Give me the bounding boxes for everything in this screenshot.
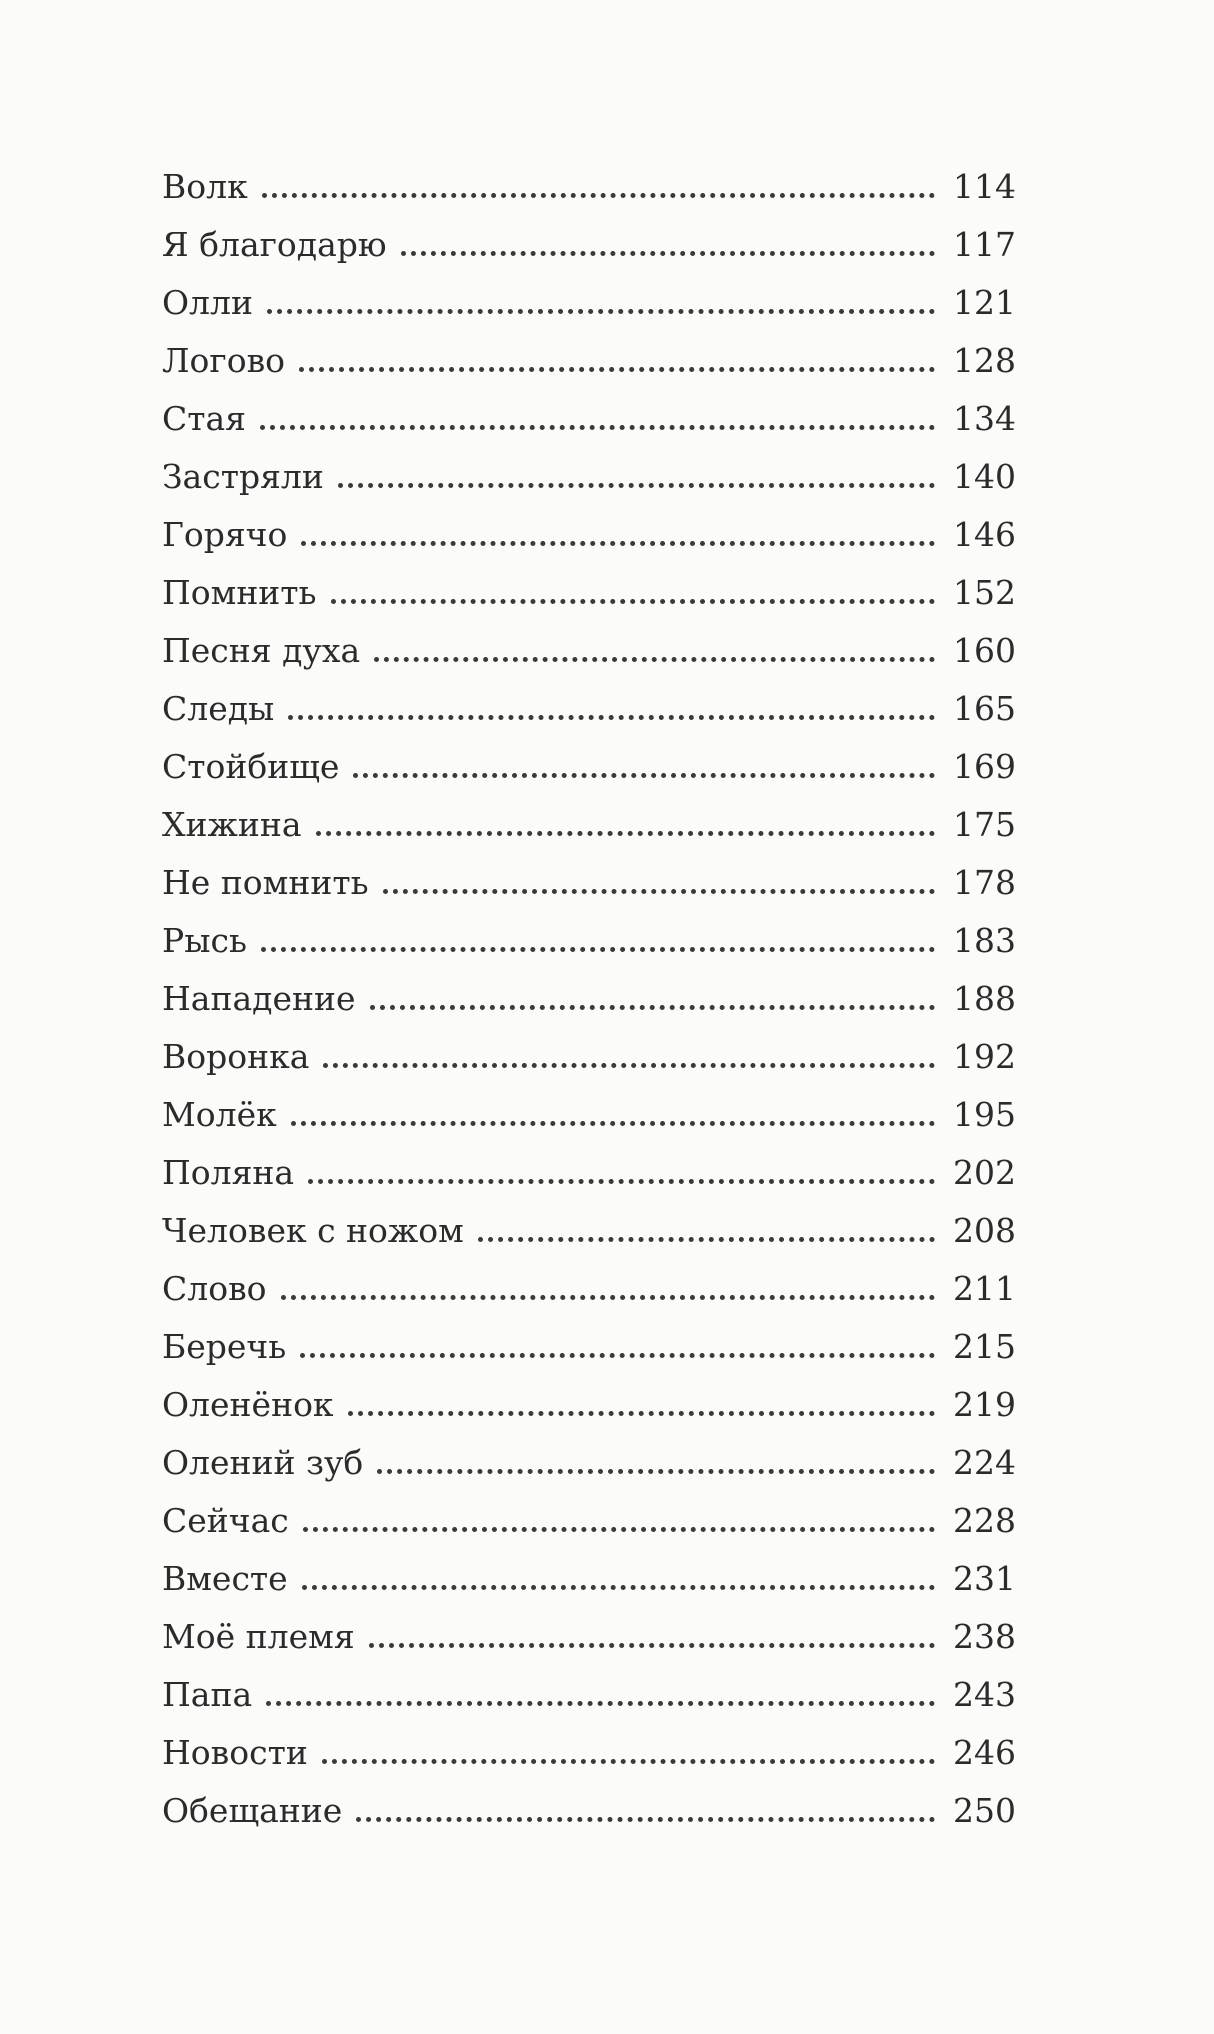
entry-title: Папа (162, 1675, 253, 1714)
entry-title: Вместе (162, 1559, 288, 1598)
dot-leader (291, 1121, 935, 1126)
entry-title: Оленёнок (162, 1385, 334, 1424)
dot-leader (303, 1527, 935, 1532)
entry-title: Застряли (162, 457, 324, 496)
entry-page-number: 152 (953, 573, 1016, 612)
entry-title: Беречь (162, 1327, 287, 1366)
toc-entry (162, 1086, 1016, 1144)
entry-title: Человек с ножом (162, 1211, 464, 1250)
entry-page-number: 117 (953, 225, 1016, 264)
toc-entry (162, 970, 1016, 1028)
toc-entry (162, 1376, 1016, 1434)
toc-entry (162, 1666, 1016, 1724)
toc-entry (162, 1318, 1016, 1376)
toc-entry (162, 796, 1016, 854)
toc-entry (162, 738, 1016, 796)
entry-page-number: 246 (953, 1733, 1016, 1772)
entry-page-number: 114 (953, 167, 1016, 206)
entry-page-number: 188 (953, 979, 1016, 1018)
entry-page-number: 215 (953, 1327, 1016, 1366)
entry-page-number: 250 (953, 1791, 1016, 1830)
dot-leader (401, 251, 935, 256)
entry-page-number: 202 (953, 1153, 1016, 1192)
entry-title: Не помнить (162, 863, 369, 902)
dot-leader (331, 599, 935, 604)
dot-leader (323, 1063, 935, 1068)
entry-title: Сейчас (162, 1501, 289, 1540)
entry-title: Песня духа (162, 631, 361, 670)
dot-leader (281, 1295, 935, 1300)
entry-page-number: 160 (953, 631, 1016, 670)
toc-entry (162, 274, 1016, 332)
entry-page-number: 228 (953, 1501, 1016, 1540)
entry-page-number: 165 (953, 689, 1016, 728)
toc-entry (162, 1782, 1016, 1840)
entry-page-number: 121 (953, 283, 1016, 322)
toc-entry (162, 622, 1016, 680)
entry-title: Я благодарю (162, 225, 387, 264)
entry-title: Нападение (162, 979, 356, 1018)
dot-leader (383, 889, 935, 894)
toc-entry (162, 1202, 1016, 1260)
dot-leader (288, 715, 935, 720)
entry-title: Помнить (162, 573, 317, 612)
toc-entry (162, 448, 1016, 506)
dot-leader (370, 1005, 936, 1010)
dot-leader (338, 483, 935, 488)
dot-leader (478, 1237, 935, 1242)
entry-page-number: 211 (953, 1269, 1016, 1308)
entry-title: Поляна (162, 1153, 295, 1192)
dot-leader (374, 657, 935, 662)
entry-page-number: 192 (953, 1037, 1016, 1076)
entry-page-number: 134 (953, 399, 1016, 438)
entry-title: Обещание (162, 1791, 343, 1830)
toc-entry (162, 564, 1016, 622)
entry-title: Стая (162, 399, 246, 438)
toc-entry (162, 912, 1016, 970)
dot-leader (301, 541, 935, 546)
entry-title: Новости (162, 1733, 308, 1772)
entry-title: Слово (162, 1269, 267, 1308)
dot-leader (266, 1701, 935, 1706)
toc-entry (162, 1434, 1016, 1492)
dot-leader (261, 947, 935, 952)
dot-leader (299, 367, 935, 372)
entry-page-number: 175 (953, 805, 1016, 844)
dot-leader (348, 1411, 935, 1416)
dot-leader (308, 1179, 935, 1184)
toc-entry (162, 1608, 1016, 1666)
entry-page-number: 208 (953, 1211, 1016, 1250)
entry-page-number: 128 (953, 341, 1016, 380)
entry-title: Волк (162, 167, 248, 206)
dot-leader (369, 1643, 935, 1648)
entry-title: Хижина (162, 805, 302, 844)
toc-entry (162, 1550, 1016, 1608)
entry-title: Рысь (162, 921, 247, 960)
entry-title: Логово (162, 341, 286, 380)
dot-leader (302, 1585, 935, 1590)
toc-entry (162, 1260, 1016, 1318)
entry-title: Олений зуб (162, 1443, 364, 1482)
toc-entry (162, 1144, 1016, 1202)
dot-leader (353, 773, 935, 778)
entry-page-number: 224 (953, 1443, 1016, 1482)
dot-leader (267, 309, 935, 314)
entry-title: Молёк (162, 1095, 277, 1134)
entry-title: Горячо (162, 515, 288, 554)
toc-entry (162, 1492, 1016, 1550)
entry-page-number: 183 (953, 921, 1016, 960)
dot-leader (300, 1353, 935, 1358)
entry-page-number: 231 (953, 1559, 1016, 1598)
dot-leader (322, 1759, 935, 1764)
entry-title: Олли (162, 283, 253, 322)
entry-page-number: 219 (953, 1385, 1016, 1424)
toc-entry (162, 854, 1016, 912)
dot-leader (316, 831, 935, 836)
toc-entry (162, 1028, 1016, 1086)
entry-title: Стойбище (162, 747, 340, 786)
dot-leader (260, 425, 935, 430)
entry-page-number: 178 (953, 863, 1016, 902)
toc-entry (162, 506, 1016, 564)
table-of-contents (162, 158, 1016, 1840)
toc-entry (162, 332, 1016, 390)
dot-leader (262, 193, 935, 198)
entry-title: Воронка (162, 1037, 310, 1076)
dot-leader (356, 1817, 935, 1822)
toc-entry (162, 158, 1016, 216)
entry-page-number: 169 (953, 747, 1016, 786)
entry-page-number: 146 (953, 515, 1016, 554)
entry-page-number: 243 (953, 1675, 1016, 1714)
entry-page-number: 140 (953, 457, 1016, 496)
entry-title: Следы (162, 689, 275, 728)
toc-entry (162, 680, 1016, 738)
dot-leader (377, 1469, 935, 1474)
entry-page-number: 238 (953, 1617, 1016, 1656)
entry-page-number: 195 (953, 1095, 1016, 1134)
entry-title: Моё племя (162, 1617, 355, 1656)
toc-entry (162, 216, 1016, 274)
toc-entry (162, 390, 1016, 448)
toc-entry (162, 1724, 1016, 1782)
